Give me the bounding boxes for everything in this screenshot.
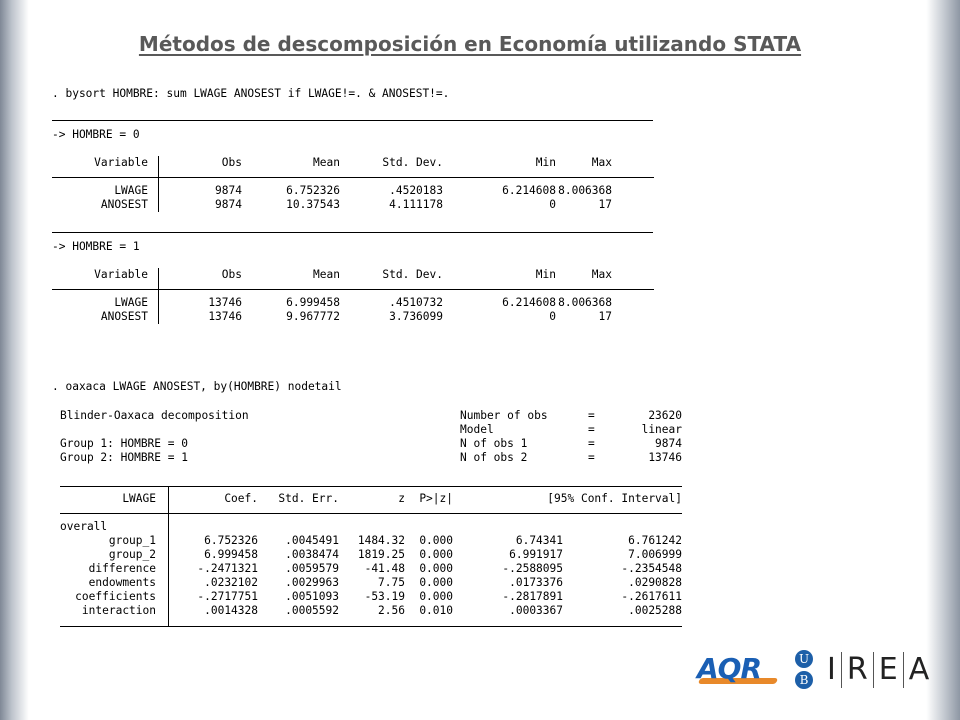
info-value: 9874: [655, 437, 682, 450]
table-cell: 0.000: [419, 534, 453, 547]
info-value: 23620: [648, 409, 682, 422]
table-cell: .0059579: [285, 562, 339, 575]
table-row: [60, 548, 682, 562]
table-row: [60, 534, 682, 548]
table-cell: 6.74341: [515, 534, 563, 547]
table-cell: .0232102: [204, 576, 258, 589]
table-cell: .0173376: [509, 576, 563, 589]
group1-label: -> HOMBRE = 1: [52, 240, 140, 253]
table-cell: group_1: [108, 534, 156, 547]
table-cell: 0: [549, 310, 556, 323]
table-cell: interaction: [81, 604, 156, 617]
table-cell: 8.006368: [558, 184, 612, 197]
table-cell: 8.006368: [558, 296, 612, 309]
table-cell: LWAGE: [114, 296, 148, 309]
table-cell: 6.214608: [502, 184, 556, 197]
header-cell: Obs: [221, 156, 242, 169]
table-cell: 0: [549, 198, 556, 211]
table-cell: 3.736099: [389, 310, 443, 323]
header-cell: Variable: [94, 268, 148, 281]
table-cell: 17: [598, 310, 612, 323]
info-eq: =: [588, 437, 595, 450]
info-key: Number of obs: [460, 409, 548, 422]
table-cell: 13746: [208, 296, 242, 309]
header-cell: P>|z|: [419, 492, 453, 505]
ub-logo-bottom: B: [795, 671, 813, 689]
info-eq: =: [588, 423, 595, 436]
table-cell: 0.010: [419, 604, 453, 617]
header-cell: Mean: [313, 156, 340, 169]
oaxaca-info-left: Group 2: HOMBRE = 1: [60, 451, 188, 464]
table-row: [60, 562, 682, 576]
info-key: N of obs 1: [460, 437, 528, 450]
header-row: [52, 156, 654, 170]
header-cell: Coef.: [224, 492, 258, 505]
oaxaca-info-left: Blinder-Oaxaca decomposition: [60, 409, 249, 422]
table-cell: ANOSEST: [100, 310, 148, 323]
info-key: Model: [460, 423, 494, 436]
table-cell: 17: [598, 198, 612, 211]
header-cell: [95% Conf. Interval]: [547, 492, 682, 505]
table-cell: 10.37543: [286, 198, 340, 211]
table-cell: -.2717751: [197, 590, 258, 603]
table-row: [52, 310, 654, 324]
header-cell: Mean: [313, 268, 340, 281]
table-cell: -.2817891: [502, 590, 563, 603]
table-cell: 6.761242: [628, 534, 682, 547]
irea-logo: [822, 652, 934, 688]
table-cell: endowments: [88, 576, 156, 589]
oaxaca-info-right: [460, 409, 682, 423]
table-cell: .0290828: [628, 576, 682, 589]
header-cell: LWAGE: [122, 492, 156, 505]
table-cell: .0045491: [285, 534, 339, 547]
header-cell: Std. Err.: [278, 492, 339, 505]
table-rule-top: [60, 486, 682, 487]
header-row: [60, 492, 682, 506]
table-cell: -.2354548: [621, 562, 682, 575]
header-cell: Obs: [221, 268, 242, 281]
table-cell: 0.000: [419, 590, 453, 603]
table-cell: 4.111178: [389, 198, 443, 211]
command-oaxaca: . oaxaca LWAGE ANOSEST, by(HOMBRE) nodetail: [52, 380, 342, 393]
header-cell: Std. Dev.: [382, 156, 443, 169]
table-cell: .4510732: [389, 296, 443, 309]
table-cell: .0038474: [285, 548, 339, 561]
ub-logo-top: U: [795, 650, 813, 668]
table-cell: group_2: [108, 548, 156, 561]
aqr-logo: [697, 652, 779, 688]
table-row: [52, 198, 654, 212]
table-cell: 6.999458: [286, 296, 340, 309]
header-cell: Variable: [94, 156, 148, 169]
table-cell: 6.214608: [502, 296, 556, 309]
table-cell: 0.000: [419, 548, 453, 561]
table-cell: .0003367: [509, 604, 563, 617]
irea-letter: E: [873, 652, 903, 688]
oaxaca-info-left: Group 1: HOMBRE = 0: [60, 437, 188, 450]
table-cell: .0014328: [204, 604, 258, 617]
header-cell: Std. Dev.: [382, 268, 443, 281]
table-cell: -.2588095: [502, 562, 563, 575]
header-cell: Max: [591, 268, 612, 281]
info-eq: =: [588, 409, 595, 422]
table-cell: 9874: [215, 184, 242, 197]
table-row: [60, 604, 682, 618]
header-cell: Min: [535, 268, 556, 281]
command-sum: . bysort HOMBRE: sum LWAGE ANOSEST if LWAGE!=. & ANOSEST!=.: [52, 87, 450, 100]
info-key: N of obs 2: [460, 451, 528, 464]
oaxaca-info-right: [460, 451, 682, 465]
header-cell: Max: [591, 156, 612, 169]
table-cell: 6.752326: [204, 534, 258, 547]
header-rule: [60, 513, 682, 514]
table-cell: 0.000: [419, 562, 453, 575]
info-value: linear: [641, 423, 682, 436]
header-rule: [52, 177, 654, 178]
table-cell: 1484.32: [357, 534, 405, 547]
table-cell: 7.006999: [628, 548, 682, 561]
table-cell: .0005592: [285, 604, 339, 617]
info-eq: =: [588, 451, 595, 464]
table-row: [52, 184, 654, 198]
table-cell: .0029963: [285, 576, 339, 589]
header-row: [52, 268, 654, 282]
table-cell: 13746: [208, 310, 242, 323]
divider-mid: [52, 232, 653, 233]
table-cell: 2.56: [378, 604, 405, 617]
table-cell: -.2471321: [197, 562, 258, 575]
ub-logo: [793, 650, 817, 690]
table-row: [60, 576, 682, 590]
table-cell: .0051093: [285, 590, 339, 603]
group0-label: -> HOMBRE = 0: [52, 128, 140, 141]
table-cell: .4520183: [389, 184, 443, 197]
table-cell: .0025288: [628, 604, 682, 617]
aqr-logo-text: AQR: [697, 652, 762, 685]
header-cell: Min: [535, 156, 556, 169]
irea-letter: I: [827, 652, 836, 687]
table-row: [52, 296, 654, 310]
table-cell: -41.48: [364, 562, 405, 575]
irea-letter: R: [841, 652, 873, 688]
table-cell: 1819.25: [357, 548, 405, 561]
table-row: [60, 590, 682, 604]
table-cell: ANOSEST: [100, 198, 148, 211]
table-cell: 6.752326: [286, 184, 340, 197]
table-rule-bottom: [60, 626, 682, 627]
table-cell: 7.75: [378, 576, 405, 589]
header-cell: z: [398, 492, 405, 505]
table-cell: 9.967772: [286, 310, 340, 323]
info-value: 13746: [648, 451, 682, 464]
slide-title: Métodos de descomposición en Economía utilizando STATA: [138, 32, 802, 56]
header-rule: [52, 289, 654, 290]
table-cell: -53.19: [364, 590, 405, 603]
section-label: overall: [60, 520, 108, 533]
table-cell: -.2617611: [621, 590, 682, 603]
table-cell: 6.999458: [204, 548, 258, 561]
table-cell: 0.000: [419, 576, 453, 589]
table-cell: 9874: [215, 198, 242, 211]
irea-letter: A: [903, 652, 935, 688]
table-cell: 6.991917: [509, 548, 563, 561]
table-cell: LWAGE: [114, 184, 148, 197]
oaxaca-info-right: [460, 423, 682, 437]
table-cell: difference: [88, 562, 156, 575]
table-cell: coefficients: [75, 590, 156, 603]
divider-top: [52, 120, 653, 121]
oaxaca-info-right: [460, 437, 682, 451]
